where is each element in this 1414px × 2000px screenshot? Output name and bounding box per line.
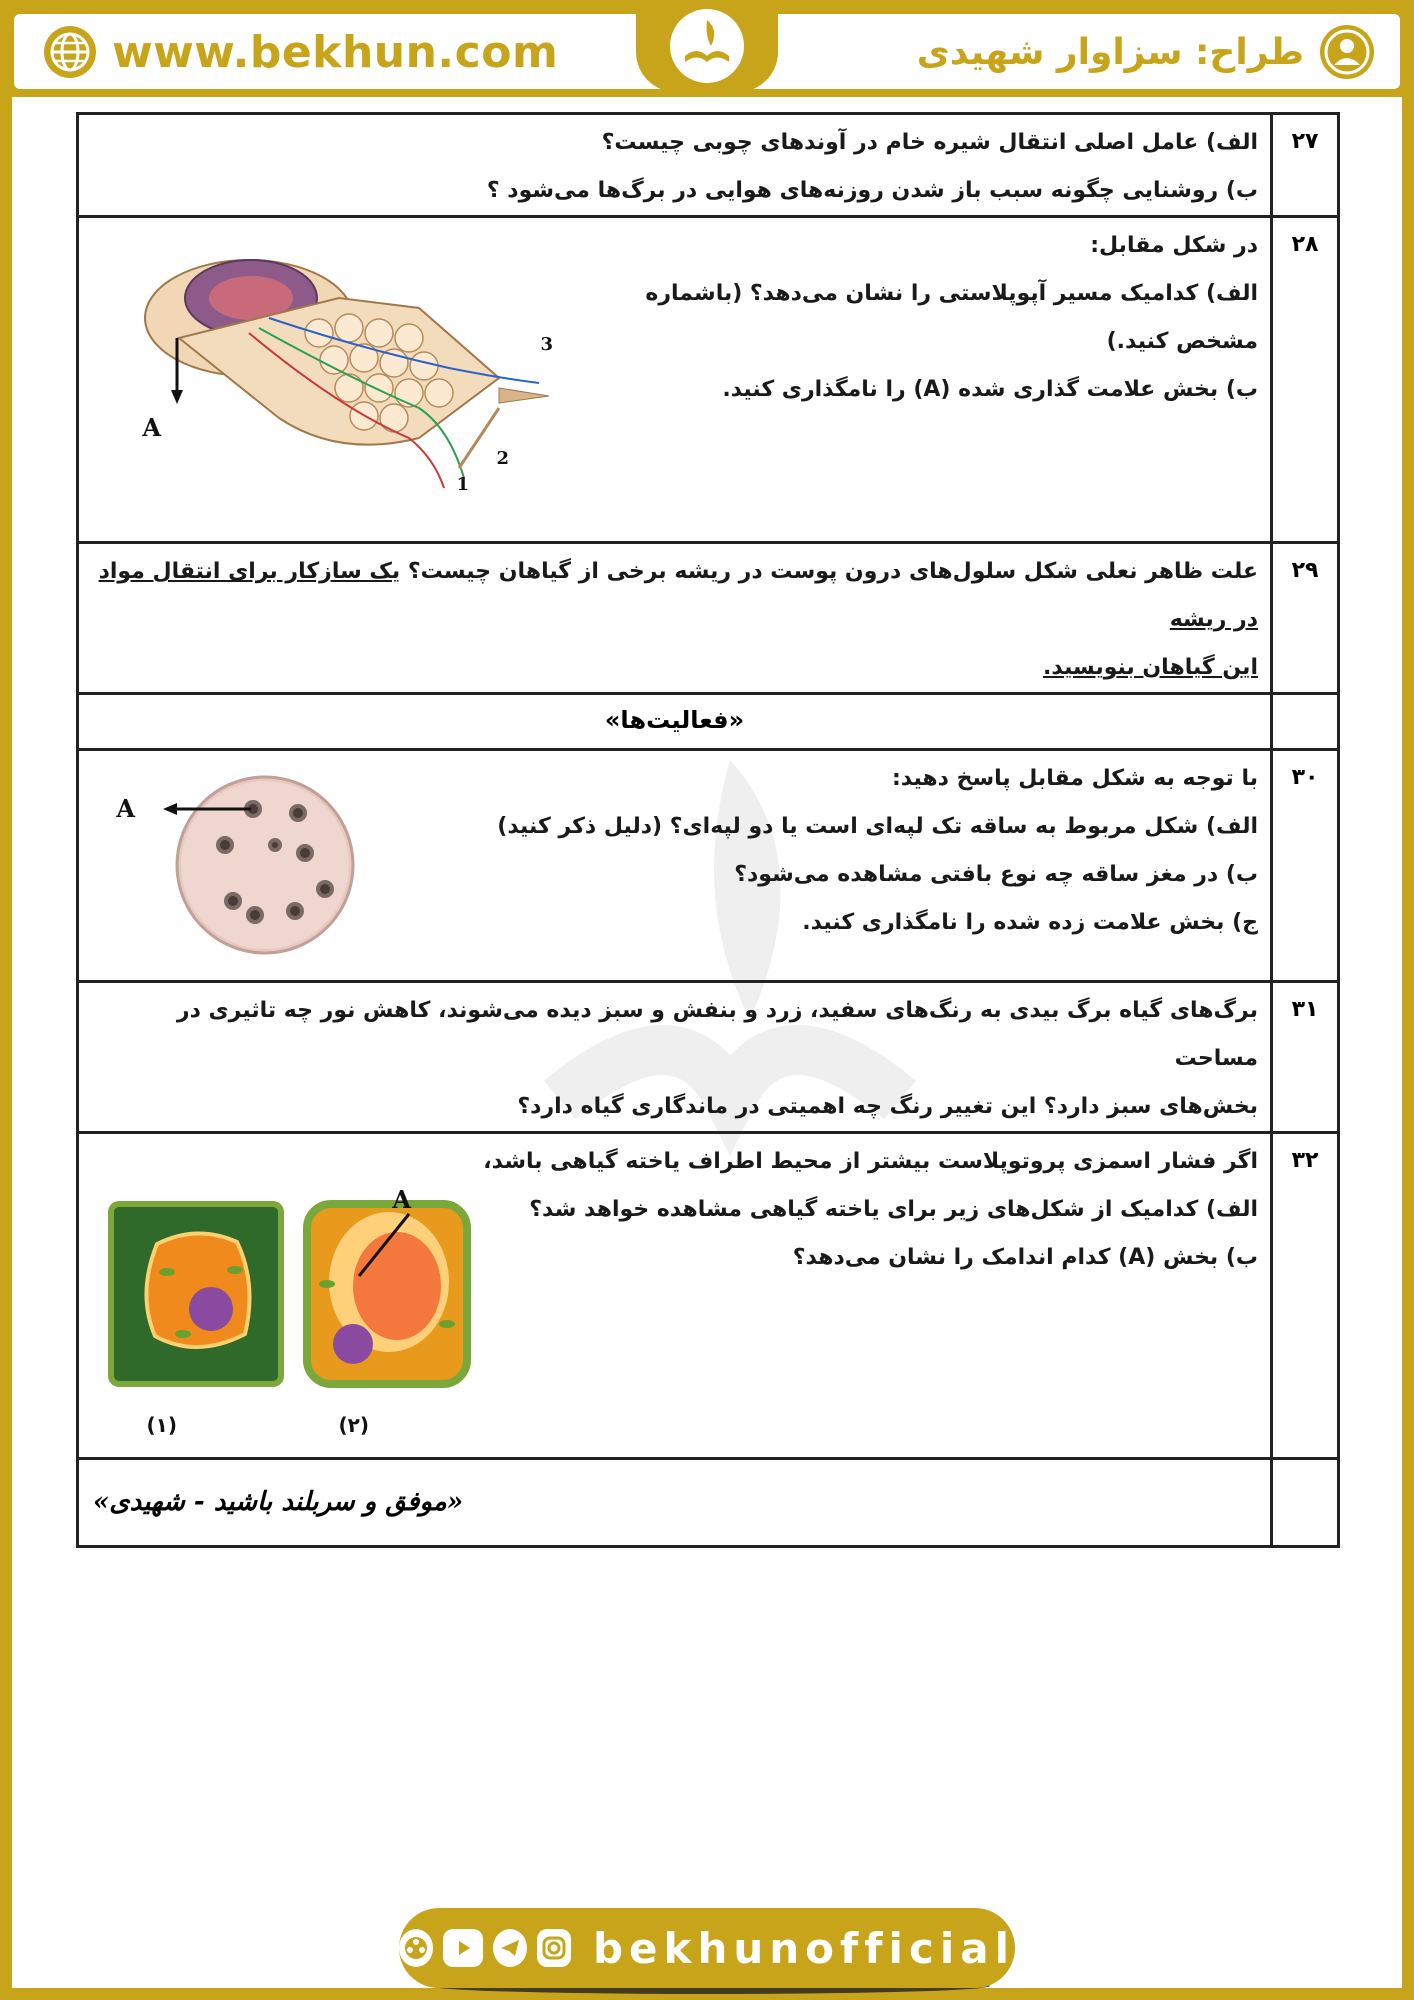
question-line: بخش‌های سبز دارد؟ این تغییر رنگ چه اهمیتی در ماندگاری گیاه دارد؟	[517, 1094, 1258, 1119]
question-number: ۳۱	[1272, 982, 1339, 1133]
question-row-27	[78, 114, 1339, 217]
figure-label-a: A	[116, 794, 135, 823]
figure-label-a: A	[142, 413, 161, 442]
question-line: ب) بخش (A) کدام اندامک را نشان می‌دهد؟	[792, 1245, 1258, 1270]
user-icon	[1318, 23, 1376, 81]
question-line	[91, 548, 1258, 644]
designer-credit	[917, 24, 1376, 80]
section-row	[78, 694, 1339, 750]
figure-label-3: 3	[540, 334, 553, 355]
underlined-text: یک سازکار برای انتقال مواد در ریشه	[98, 559, 1258, 632]
figure-caption-1: (۱)	[146, 1413, 177, 1437]
question-line: الف) کدامیک از شکل‌های زیر برای یاخته گیاهی مشاهده خواهد شد؟	[529, 1197, 1258, 1222]
question-number: ۲۸	[1272, 217, 1339, 543]
plant-cells-figure	[107, 1184, 487, 1444]
closing-row	[78, 1459, 1339, 1547]
site-url[interactable]: www.bekhun.com	[112, 26, 559, 78]
question-line: ب) بخش علامت گذاری شده (A) را نامگذاری کنید.	[722, 377, 1258, 402]
question-line: ب) در مغز ساقه چه نوع بافتی مشاهده می‌شود؟	[734, 862, 1258, 887]
question-body	[78, 1133, 1272, 1459]
question-line: الف) کدامیک مسیر آپوپلاستی را نشان می‌دهد؟ (باشماره	[645, 281, 1258, 306]
section-cell	[78, 694, 1272, 750]
film-reel-icon[interactable]	[399, 1929, 433, 1967]
question-row-30	[78, 750, 1339, 982]
plant-cell-2	[307, 1185, 467, 1384]
monocot-stem-figure	[115, 765, 355, 965]
question-line: ج) بخش علامت زده شده را نامگذاری کنید.	[802, 910, 1258, 935]
site-link[interactable]	[42, 24, 558, 80]
footer-social-bar	[399, 1908, 1015, 1988]
question-body	[78, 217, 1272, 543]
closing-message: «موفق و سربلند باشید - شهیدی»	[93, 1487, 464, 1517]
figure-label-a: A	[392, 1185, 411, 1214]
empty-number-cell	[1272, 694, 1339, 750]
question-row-29	[78, 543, 1339, 694]
root-cross-section-figure	[119, 238, 589, 498]
youtube-icon[interactable]	[443, 1929, 483, 1967]
question-number: ۳۲	[1272, 1133, 1339, 1459]
question-line: برگ‌های گیاه برگ بیدی به رنگ‌های سفید، زرد و بنفش و سبز دیده می‌شوند، کاهش نور چه تاثیری در مساحت	[176, 998, 1258, 1071]
question-body	[78, 114, 1272, 217]
question-line: با توجه به شکل مقابل پاسخ دهید:	[891, 766, 1258, 791]
closing-cell	[78, 1459, 1272, 1547]
book-logo-icon	[667, 6, 747, 86]
question-row-32	[78, 1133, 1339, 1459]
instagram-icon[interactable]	[537, 1929, 571, 1967]
question-line: اگر فشار اسمزی پروتوپلاست بیشتر از محیط اطراف یاخته گیاهی باشد،	[483, 1149, 1258, 1174]
question-line: ب) روشنایی چگونه سبب باز شدن روزنه‌های هوایی در برگ‌ها می‌شود ؟	[486, 178, 1258, 203]
section-title: «فعالیت‌ها»	[604, 706, 745, 734]
question-row-28	[78, 217, 1339, 543]
designer-name: طراح: سزاوار شهیدی	[916, 31, 1304, 73]
underlined-text: این گیاهان بنویسید.	[1043, 655, 1258, 680]
social-handle[interactable]: bekhunofficial	[592, 1923, 1015, 1973]
brand-logo	[636, 0, 778, 92]
question-line	[91, 644, 1258, 692]
telegram-icon[interactable]	[493, 1929, 527, 1967]
question-body	[78, 543, 1272, 694]
question-line: مشخص کنید.)	[1106, 329, 1258, 354]
figure-label-2: 2	[496, 448, 509, 469]
question-line: در شکل مقابل:	[1090, 233, 1258, 258]
empty-number-cell	[1272, 1459, 1339, 1547]
question-text: علت ظاهر نعلی شکل سلول‌های درون پوست در ریشه برخی از گیاهان چیست؟	[407, 559, 1258, 584]
question-line: الف) عامل اصلی انتقال شیره خام در آوندهای چوبی چیست؟	[601, 130, 1258, 155]
question-row-31	[78, 982, 1339, 1133]
question-line: الف) شکل مربوط به ساقه تک لپه‌ای است یا دو لپه‌ای؟ (دلیل ذکر کنید)	[497, 814, 1258, 839]
plant-cell-1	[111, 1204, 281, 1384]
question-table	[76, 112, 1340, 1548]
figure-caption-2: (۲)	[338, 1413, 369, 1437]
header-bar	[0, 0, 1414, 97]
question-number: ۲۷	[1272, 114, 1339, 217]
question-body	[78, 750, 1272, 982]
question-number: ۲۹	[1272, 543, 1339, 694]
question-body	[78, 982, 1272, 1133]
figure-label-1: 1	[456, 474, 469, 495]
question-number: ۳۰	[1272, 750, 1339, 982]
globe-icon	[42, 24, 98, 80]
